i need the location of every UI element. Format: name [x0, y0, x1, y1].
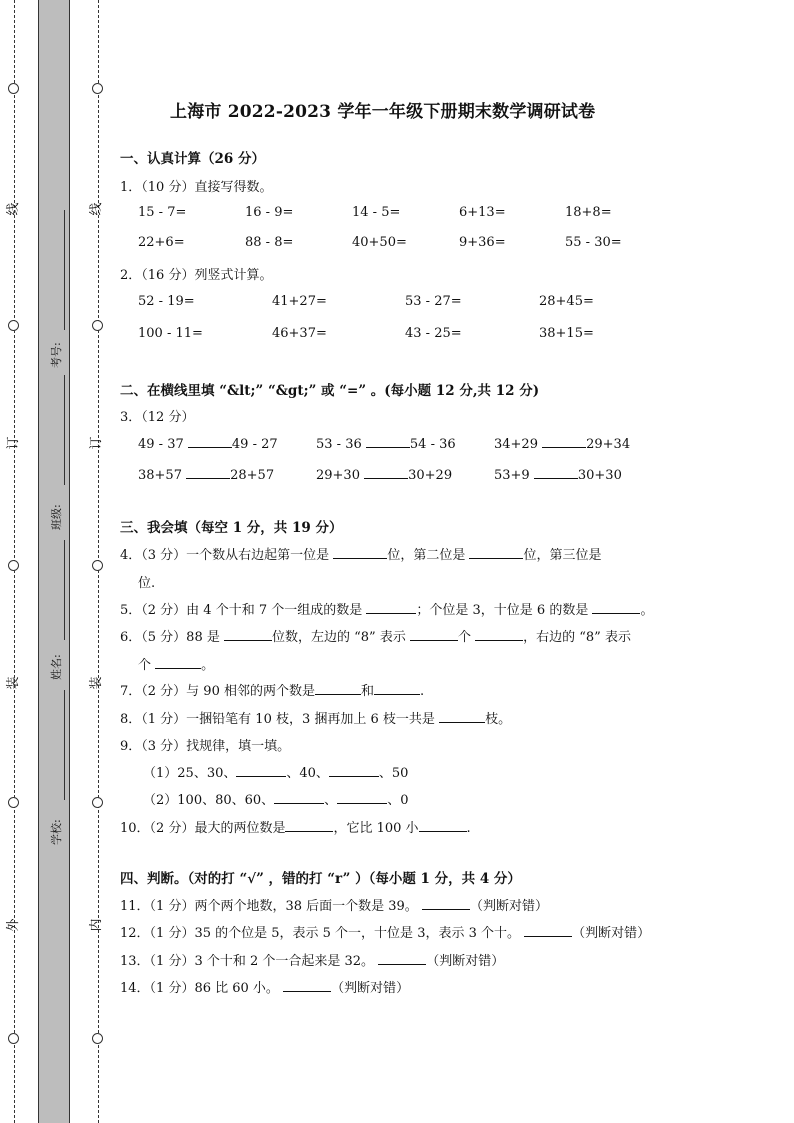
answer-blank[interactable]	[337, 791, 387, 804]
q9-text: 、	[324, 793, 338, 808]
q1-item: 16 - 9=	[245, 205, 294, 220]
punch-hole	[8, 1033, 19, 1044]
q1-item: 88 - 8=	[245, 235, 294, 250]
question-9-2	[143, 789, 408, 808]
punch-hole	[8, 560, 19, 571]
q2-item: 53 - 27=	[405, 294, 462, 309]
q12-text: 12．（1 分）35 的个位是 5，表示 5 个一，十位是 3，表示 3 个十。	[120, 926, 520, 941]
question-7	[120, 680, 424, 699]
answer-blank[interactable]	[285, 819, 333, 832]
answer-blank[interactable]	[524, 924, 572, 937]
q1-item: 40+50=	[352, 235, 407, 250]
margin-char-ding-inner: 订	[89, 436, 104, 450]
question-6	[120, 626, 631, 645]
section-1-heading: 一、认真计算（26 分）	[120, 151, 265, 167]
school-label: 学校:	[50, 819, 63, 845]
compare-item	[316, 466, 452, 483]
q7-text: .	[420, 684, 425, 699]
question-4	[120, 544, 602, 563]
q14-text: 14．（1 分）86 比 60 小。	[120, 981, 279, 996]
q8-text: 枝。	[485, 712, 512, 727]
q2-item: 52 - 19=	[138, 294, 195, 309]
question-4-cont: 位.	[138, 576, 156, 591]
exam-number-label: 考号:	[50, 342, 63, 368]
q14-text: （判断对错）	[331, 981, 410, 996]
q4-text: 4．（3 分）一个数从右边起第一位是	[120, 548, 330, 563]
q8-text: 8．（1 分）一捆铅笔有 10 枝，3 捆再加上 6 枝一共是	[120, 712, 435, 727]
q10-text: 10．（2 分）最大的两位数是	[120, 821, 286, 836]
question-5	[120, 599, 654, 618]
question-10	[120, 817, 471, 836]
punch-hole	[8, 320, 19, 331]
q4-text: 位，第三位是	[523, 548, 602, 563]
q1-item: 14 - 5=	[352, 205, 401, 220]
name-label: 姓名:	[50, 654, 63, 680]
answer-blank[interactable]	[422, 897, 470, 910]
q2-item: 46+37=	[272, 326, 327, 341]
q9-text: （2）100、80、60、	[143, 793, 275, 808]
compare-right: 30+29	[408, 468, 453, 483]
class-label: 班级:	[50, 504, 63, 530]
compare-left: 34+29	[494, 437, 538, 452]
punch-hole	[8, 83, 19, 94]
question-14	[120, 977, 409, 996]
q7-text: 和	[360, 684, 374, 699]
q5-text: ；个位是 3，十位是 6 的数是	[416, 603, 589, 618]
compare-right: 28+57	[230, 468, 275, 483]
q1-item: 9+36=	[459, 235, 506, 250]
q1-item: 55 - 30=	[565, 235, 622, 250]
compare-left: 53+9	[494, 468, 530, 483]
answer-blank[interactable]	[378, 952, 426, 965]
answer-blank[interactable]	[469, 546, 523, 559]
compare-item	[316, 435, 456, 452]
margin-char-xian: 线	[6, 202, 21, 216]
answer-blank[interactable]	[315, 682, 361, 695]
compare-left: 38+57	[138, 468, 182, 483]
compare-blank[interactable]	[188, 435, 232, 448]
section-2-heading: 二、在横线里填 “&lt;” “&gt;” 或 “=” 。(每小题 12 分,共 12 分)	[120, 383, 540, 399]
compare-item	[138, 466, 274, 483]
compare-blank[interactable]	[186, 466, 230, 479]
compare-left: 53 - 36	[316, 437, 362, 452]
punch-hole	[92, 1033, 103, 1044]
margin-char-zhuang-inner: 装	[89, 676, 104, 690]
q9-text: 、40、	[286, 766, 329, 781]
answer-blank[interactable]	[236, 764, 286, 777]
compare-item	[494, 466, 622, 483]
q2-item: 100 - 11=	[138, 326, 203, 341]
compare-blank[interactable]	[366, 435, 410, 448]
q6-text: 6．（5 分）88 是	[120, 630, 220, 645]
answer-blank[interactable]	[419, 819, 467, 832]
class-line[interactable]	[64, 375, 65, 485]
answer-blank[interactable]	[329, 764, 379, 777]
section-3-heading: 三、我会填（每空 1 分，共 19 分）	[120, 520, 343, 536]
compare-left: 29+30	[316, 468, 360, 483]
margin-char-ding: 订	[6, 436, 21, 450]
punch-hole	[92, 560, 103, 571]
answer-blank[interactable]	[592, 601, 640, 614]
answer-blank[interactable]	[274, 791, 324, 804]
question-13	[120, 950, 504, 969]
compare-item	[494, 435, 630, 452]
answer-blank[interactable]	[439, 710, 485, 723]
q2-item: 41+27=	[272, 294, 327, 309]
q6-text: 位数，左边的 “8” 表示	[272, 630, 406, 645]
q1-item: 22+6=	[138, 235, 185, 250]
compare-right: 49 - 27	[231, 437, 278, 452]
punch-hole	[8, 797, 19, 808]
compare-right: 29+34	[586, 437, 631, 452]
compare-left: 49 - 37	[138, 437, 184, 452]
margin-char-zhuang: 装	[6, 676, 21, 690]
name-line[interactable]	[64, 540, 65, 640]
q10-text: ，它比 100 小	[333, 821, 419, 836]
question-12	[120, 922, 650, 941]
q9-text: 、50	[378, 766, 409, 781]
q6-text: 个	[457, 630, 471, 645]
compare-right: 54 - 36	[409, 437, 456, 452]
q9-text: 、0	[387, 793, 409, 808]
question-1: 1．（10 分）直接写得数。	[120, 180, 273, 195]
q2-item: 28+45=	[539, 294, 594, 309]
question-8	[120, 708, 511, 727]
compare-item	[138, 435, 278, 452]
answer-blank[interactable]	[155, 656, 201, 669]
q6-text: 。	[201, 658, 215, 673]
q9-text: （1）25、30、	[143, 766, 237, 781]
margin-char-xian-inner: 线	[89, 202, 104, 216]
q5-text: 。	[640, 603, 654, 618]
answer-blank[interactable]	[374, 682, 420, 695]
punch-hole	[92, 797, 103, 808]
question-3: 3．（12 分）	[120, 410, 195, 425]
answer-blank[interactable]	[224, 628, 272, 641]
question-11	[120, 895, 548, 914]
q7-text: 7．（2 分）与 90 相邻的两个数是	[120, 684, 315, 699]
q6-text: ，右边的 “8” 表示	[523, 630, 631, 645]
compare-right: 30+30	[577, 468, 622, 483]
answer-blank[interactable]	[410, 628, 458, 641]
compare-blank[interactable]	[364, 466, 408, 479]
q2-item: 38+15=	[539, 326, 594, 341]
exam-number-line[interactable]	[64, 210, 65, 330]
answer-blank[interactable]	[333, 546, 387, 559]
question-2: 2．（16 分）列竖式计算。	[120, 268, 273, 283]
punch-hole	[92, 320, 103, 331]
binding-strip	[38, 0, 70, 1123]
answer-blank[interactable]	[475, 628, 523, 641]
q1-item: 18+8=	[565, 205, 612, 220]
q2-item: 43 - 25=	[405, 326, 462, 341]
q6-text: 个	[138, 658, 152, 673]
q12-text: （判断对错）	[572, 926, 651, 941]
punch-hole	[92, 83, 103, 94]
q1-item: 15 - 7=	[138, 205, 187, 220]
q5-text: 5．（2 分）由 4 个十和 7 个一组成的数是	[120, 603, 363, 618]
compare-blank[interactable]	[542, 435, 586, 448]
q13-text: （判断对错）	[426, 954, 505, 969]
section-4-heading: 四、判断。（对的打 “√” ，错的打 “r” ）（每小题 1 分，共 4 分）	[120, 871, 521, 887]
q4-text: 位，第二位是	[387, 548, 466, 563]
q11-text: 11．（1 分）两个两个地数，38 后面一个数是 39。	[120, 899, 418, 914]
page-title: 上海市 2022-2023 学年一年级下册期末数学调研试卷	[170, 102, 596, 122]
question-9-1	[143, 762, 408, 781]
compare-blank[interactable]	[534, 466, 578, 479]
margin-char-wai: 外	[6, 918, 21, 932]
q11-text: （判断对错）	[469, 899, 548, 914]
question-6-cont	[138, 654, 214, 673]
q10-text: .	[466, 821, 471, 836]
margin-char-nei: 内	[89, 918, 104, 932]
q13-text: 13．（1 分）3 个十和 2 个一合起来是 32。	[120, 954, 375, 969]
answer-blank[interactable]	[366, 601, 416, 614]
q1-item: 6+13=	[459, 205, 506, 220]
question-9: 9．（3 分）找规律，填一填。	[120, 739, 291, 754]
answer-blank[interactable]	[283, 979, 331, 992]
school-line[interactable]	[64, 690, 65, 800]
